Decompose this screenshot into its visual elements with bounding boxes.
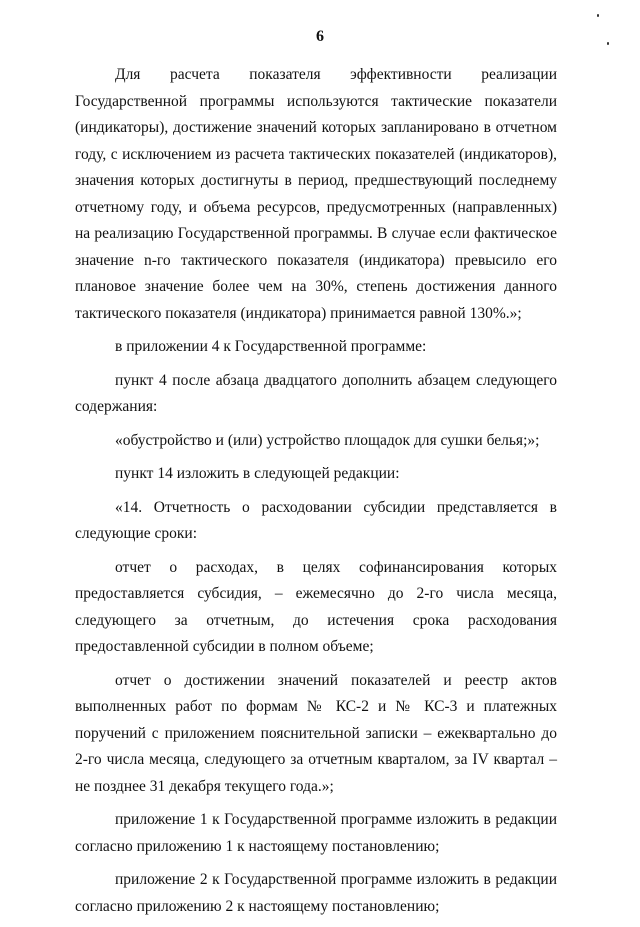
paragraph-appendix-4: в приложении 4 к Государственной программе: xyxy=(115,338,427,355)
paragraph-efficiency-indicator: Для расчета показателя эффективности реализации Государственной программы используются тактические показатели (индикаторы), достижение значений которых запланировано в отчетном году, с исключением из расчета тактических показателей (индикаторов), значения которых достигнуты в период, предшествующий последнему отчетному году, и объема ресурсов, предусмотренных (направленных) на реализацию Государственной программы. В случае если фактическое значение n-го тактического показателя (индикатора) превысило его плановое значение более чем на 30%, степень достижения данного тактического показателя (индикатора) принимается равной 130%.»; xyxy=(75,66,557,322)
paragraph-item-14: пункт 14 изложить в следующей редакции: xyxy=(115,465,400,482)
paragraph-appendix-2: приложение 2 к Государственной программе изложить в редакции согласно приложению 2 к настоящему постановлению; xyxy=(75,871,557,915)
scan-speck xyxy=(607,42,609,45)
paragraph-drying-areas: «обустройство и (или) устройство площадок для сушки белья;»; xyxy=(115,431,540,449)
paragraph-achievement-report: отчет о достижении значений показателей и реестр актов выполненных работ по формам № КС-2 и № КС-3 и платежных поручений с приложением пояснительной записки – ежеквартально до 2-го числа месяца, следующего за отчетным кварталом, за IV квартал – не позднее 31 декабря текущего года.»; xyxy=(75,671,557,795)
scan-speck xyxy=(597,14,599,17)
paragraph-appendix-1: приложение 1 к Государственной программе изложить в редакции согласно приложению 1 к настоящему постановлению; xyxy=(75,811,557,855)
page-number: 6 xyxy=(316,28,324,45)
paragraph-expense-report: отчет о расходах, в целях софинансирования которых предоставляется субсидия, – ежемесячно до 2-го числа месяца, следующего за отчетным, до истечения срока расходования предоставленной субсидии в полном объеме; xyxy=(75,558,557,655)
document-body xyxy=(75,62,557,927)
paragraph-reporting-deadlines: «14. Отчетность о расходовании субсидии представляется в следующие сроки: xyxy=(75,498,557,542)
paragraph-item-4: пункт 4 после абзаца двадцатого дополнить абзацем следующего содержания: xyxy=(75,371,557,415)
